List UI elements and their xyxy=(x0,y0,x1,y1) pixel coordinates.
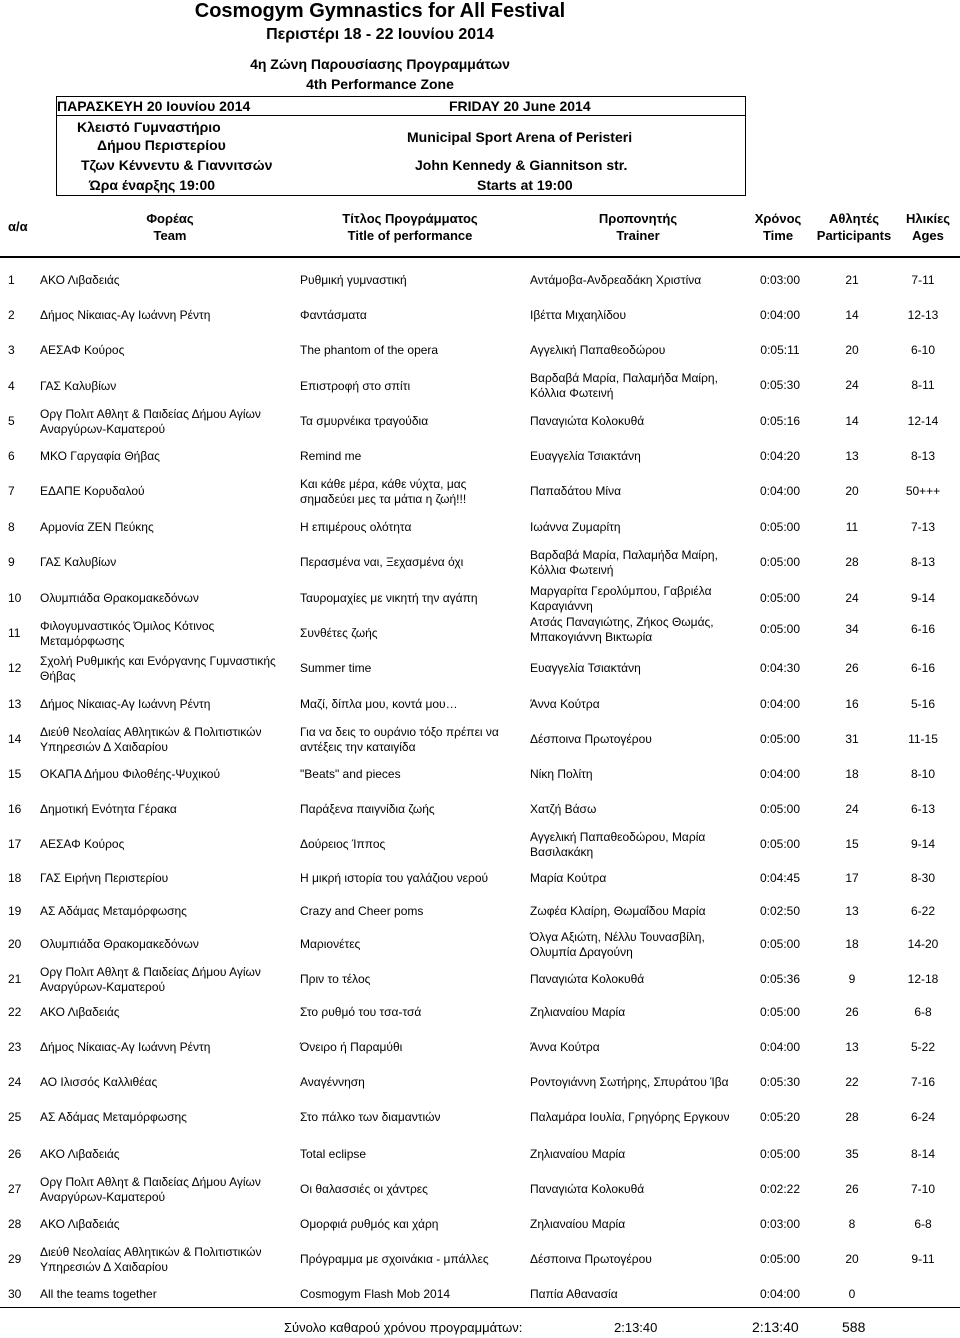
col-ages xyxy=(898,210,958,244)
row-time: 0:05:36 xyxy=(759,972,801,986)
row-ages: 8-10 xyxy=(910,767,936,781)
row-title: Total eclipse xyxy=(300,1147,367,1161)
row-ages: 50+++ xyxy=(905,484,941,498)
total-time-net: 2:13:40 xyxy=(614,1320,658,1335)
row-title: Cosmogym Flash Mob 2014 xyxy=(300,1287,451,1301)
row-title: Ταυρομαχίες με νικητή την αγάπη xyxy=(300,591,478,605)
row-trainer: Αγγελική Παπαθεοδώρου xyxy=(530,343,666,357)
zone-title-english: 4th Performance Zone xyxy=(306,76,454,92)
row-trainer: Ζηλιαναίου Μαρία xyxy=(530,1217,626,1231)
row-time: 0:05:00 xyxy=(759,555,801,569)
row-team: ΑΣ Αδάμας Μεταμόρφωσης xyxy=(40,904,187,918)
row-participants: 16 xyxy=(845,697,859,711)
row-title: Και κάθε μέρα, κάθε νύχτα, μας σημαδεύει μες τα μάτια η ζωή!!! xyxy=(300,476,467,506)
address-english: John Kennedy & Giannitson str. xyxy=(415,157,628,173)
row-ages: 9-11 xyxy=(911,1252,935,1266)
row-trainer: Ζωφέα Κλαίρη, Θωμαΐδου Μαρία xyxy=(530,904,706,918)
row-title: Ομορφιά ρυθμός και χάρη xyxy=(300,1217,439,1231)
table-row xyxy=(0,1100,960,1135)
table-row xyxy=(0,1065,960,1100)
row-ages: 7-13 xyxy=(910,520,936,534)
start-time-greek: Ώρα έναρξης 19:00 xyxy=(89,177,216,193)
row-ages: 5-16 xyxy=(910,697,936,711)
row-time: 0:04:00 xyxy=(759,697,801,711)
start-time-english: Starts at 19:00 xyxy=(477,177,573,193)
row-trainer: Ζηλιαναίου Μαρία xyxy=(530,1147,626,1161)
row-trainer: Όλγα Αξιώτη, Νέλλυ Τουνασβίλη, Ολυμπία Δραγούνη xyxy=(530,929,705,959)
row-team: Δημοτική Ενότητα Γέρακα xyxy=(40,802,177,816)
row-trainer: Παπαδάτου Μίνα xyxy=(530,484,622,498)
col-trainer xyxy=(588,210,688,244)
table-row xyxy=(0,827,960,862)
row-title: "Beats" and pieces xyxy=(300,767,401,781)
row-ages xyxy=(888,1277,958,1312)
row-team: Σχολή Ρυθμικής και Ενόργανης Γυμναστικής Θήβας xyxy=(40,653,276,683)
row-ages: 8-14 xyxy=(910,1147,936,1161)
row-title: Στο ρυθμό του τσα-τσά xyxy=(300,1005,422,1019)
row-number: 25 xyxy=(8,1110,22,1124)
table-row xyxy=(0,1030,960,1065)
row-participants: 8 xyxy=(848,1217,856,1231)
venue-english: Municipal Sport Arena of Peristeri xyxy=(407,129,633,145)
row-trainer: Βαρδαβά Μαρία, Παλαμήδα Μαίρη, Κόλλια Φωτεινή xyxy=(530,547,718,577)
row-number: 2 xyxy=(8,308,15,322)
table-row xyxy=(0,995,960,1030)
row-time: 0:05:00 xyxy=(759,937,801,951)
row-title: Η επιμέρους ολότητα xyxy=(300,520,412,534)
row-time: 0:05:20 xyxy=(759,1110,801,1124)
row-ages: 7-16 xyxy=(910,1075,936,1089)
col-trainer-en: Trainer xyxy=(616,228,660,243)
row-title: Μαριονέτες xyxy=(300,937,361,951)
merged-trainer-4-5: Βαρδαβά Μαρία, Παλαμήδα Μαίρη, Κόλλια Φωτεινή xyxy=(530,370,718,400)
row-ages: 6-10 xyxy=(910,343,936,357)
row-participants: 13 xyxy=(845,449,859,463)
row-participants: 14 xyxy=(845,414,859,428)
table-row xyxy=(0,545,960,580)
merged-part-4-5: 24 xyxy=(845,378,859,392)
row-participants: 35 xyxy=(845,1147,859,1161)
row-time: 0:04:30 xyxy=(759,661,801,675)
table-row xyxy=(0,474,960,509)
row-participants: 26 xyxy=(845,661,859,675)
info-divider xyxy=(57,115,745,116)
row-team: ΑΟ Ιλισσός Καλλιθέας xyxy=(40,1075,158,1089)
row-team: Φιλογυμναστικός Όμιλος Κότινος Μεταμόρφωσης xyxy=(40,618,215,648)
row-participants: 18 xyxy=(845,937,859,951)
row-number: 3 xyxy=(8,343,15,357)
row-ages: 9-14 xyxy=(910,837,936,851)
row-title: Όνειρο ή Παραμύθι xyxy=(300,1040,403,1054)
row-title: Περασμένα ναι, Ξεχασμένα όχι xyxy=(300,555,464,569)
row-team: Δήμος Νίκαιας-Αγ Ιωάννη Ρέντη xyxy=(40,308,211,322)
row-time: 0:05:00 xyxy=(759,732,801,746)
row-participants: 17 xyxy=(845,871,859,885)
total-participants: 588 xyxy=(842,1319,866,1335)
total-time: 2:13:40 xyxy=(752,1319,799,1335)
row-participants: 28 xyxy=(845,1110,859,1124)
row-time: 0:04:00 xyxy=(759,1040,801,1054)
row-number: 5 xyxy=(8,414,15,428)
row-time: 0:04:20 xyxy=(759,449,801,463)
col-participants xyxy=(814,210,894,244)
event-info-box xyxy=(56,96,746,196)
row-trainer: Ζηλιαναίου Μαρία xyxy=(530,1005,626,1019)
row-number: 11 xyxy=(8,626,21,640)
row-team: ΑΚΟ Λιβαδειάς xyxy=(40,1005,120,1019)
row-number: 16 xyxy=(8,802,22,816)
row-team: Δήμος Νίκαιας-Αγ Ιωάννη Ρέντη xyxy=(40,1040,211,1054)
row-trainer: Χατζή Βάσω xyxy=(530,802,597,816)
row-participants: 24 xyxy=(845,591,859,605)
row-trainer: Άννα Κούτρα xyxy=(530,697,600,711)
row-team: Οργ Πολιτ Αθλητ & Παιδείας Δήμου Αγίων Αναργύρων-Καματερού xyxy=(40,1174,261,1204)
row-team: Ολυμπιάδα Θρακομακεδόνων xyxy=(40,937,199,951)
day-greek: ΠΑΡΑΣΚΕΥΗ 20 Ιουνίου 2014 xyxy=(57,98,251,114)
table-row xyxy=(0,263,960,298)
col-team xyxy=(120,210,220,244)
row-trainer: Παναγιώτα Κολοκυθά xyxy=(530,1182,645,1196)
row-title: Φαντάσματα xyxy=(300,308,367,322)
row-number: 29 xyxy=(8,1252,22,1266)
table-row xyxy=(0,1242,960,1277)
row-number: 19 xyxy=(8,904,22,918)
row-trainer: Ροντογιάννη Σωτήρης, Σπυράτου Ίβα xyxy=(530,1075,729,1089)
row-participants: 20 xyxy=(845,484,859,498)
row-trainer: Ευαγγελία Τσιακτάνη xyxy=(530,449,641,463)
row-number: 27 xyxy=(8,1182,22,1196)
row-divider xyxy=(0,257,960,258)
row-title: Συνθέτες ζωής xyxy=(300,626,378,640)
row-time: 0:04:00 xyxy=(759,1287,801,1301)
merged-ages-4-5: 8-11 xyxy=(911,378,935,392)
row-participants: 26 xyxy=(845,1182,859,1196)
row-team: ΑΚΟ Λιβαδειάς xyxy=(40,1147,120,1161)
row-participants: 21 xyxy=(845,273,859,287)
row-ages: 12-13 xyxy=(907,308,939,322)
table-row xyxy=(0,894,960,929)
row-time: 0:03:00 xyxy=(759,1217,801,1231)
row-team: ΓΑΣ Καλυβίων xyxy=(40,555,117,569)
row-time: 0:05:00 xyxy=(759,1147,801,1161)
row-ages: 9-14 xyxy=(910,591,936,605)
row-number: 24 xyxy=(8,1075,22,1089)
row-team: Οργ Πολιτ Αθλητ & Παιδείας Δήμου Αγίων Αναργύρων-Καματερού xyxy=(40,964,261,994)
row-ages: 6-16 xyxy=(910,661,936,675)
row-team: All the teams together xyxy=(40,1287,157,1301)
table-row xyxy=(0,722,960,757)
address-greek: Τζων Κέννεντυ & Γιαννιτσών xyxy=(81,157,273,173)
row-participants: 20 xyxy=(845,1252,859,1266)
row-number: 4 xyxy=(8,379,15,393)
row-participants: 28 xyxy=(845,555,859,569)
row-number: 26 xyxy=(8,1147,22,1161)
table-row xyxy=(0,1137,960,1172)
row-participants: 9 xyxy=(848,972,856,986)
row-title: Remind me xyxy=(300,449,362,463)
row-title: Δούρειος Ίππος xyxy=(300,837,386,851)
table-row xyxy=(0,757,960,792)
row-team: ΜΚΟ Γαργαφία Θήβας xyxy=(40,449,160,463)
table-row xyxy=(0,927,960,962)
row-time: 0:02:50 xyxy=(759,904,801,918)
table-row xyxy=(0,581,960,616)
row-participants: 14 xyxy=(845,308,859,322)
row-time: 0:05:00 xyxy=(759,591,801,605)
row-time: 0:05:30 xyxy=(759,1075,801,1089)
table-row xyxy=(0,792,960,827)
row-time: 0:05:00 xyxy=(759,837,801,851)
table-row xyxy=(0,962,960,997)
table-row xyxy=(0,298,960,333)
row-participants: 18 xyxy=(845,767,859,781)
row-participants: 13 xyxy=(845,904,859,918)
row-participants: 15 xyxy=(845,837,859,851)
row-team: ΓΑΣ Καλυβίων xyxy=(40,379,117,393)
row-number: 23 xyxy=(8,1040,22,1054)
row-team: ΑΣ Αδάμας Μεταμόρφωσης xyxy=(40,1110,187,1124)
row-title: Πριν το τέλος xyxy=(300,972,371,986)
row-participants: 11 xyxy=(845,520,859,534)
row-number: 18 xyxy=(8,871,22,885)
row-team: Δήμος Νίκαιας-Αγ Ιωάννη Ρέντη xyxy=(40,697,211,711)
merged-time-10-12: 0:05:00 xyxy=(759,622,801,636)
row-team: Διεύθ Νεολαίας Αθλητικών & Πολιτιστικών Υπηρεσιών Δ Χαιδαρίου xyxy=(40,724,262,754)
row-title: Η μικρή ιστορία του γαλάζιου νερού xyxy=(300,871,489,885)
table-row xyxy=(0,1207,960,1242)
row-participants: 26 xyxy=(845,1005,859,1019)
col-part-en: Participants xyxy=(816,228,892,243)
col-title xyxy=(330,210,490,244)
row-title: Ρυθμική γυμναστική xyxy=(300,273,407,287)
row-trainer: Αντάμοβα-Ανδρεαδάκη Χριστίνα xyxy=(530,273,702,287)
row-time: 0:05:11 xyxy=(760,343,800,357)
row-participants: 31 xyxy=(845,732,859,746)
venue-greek-line2: Δήμου Περιστερίου xyxy=(97,137,226,153)
row-number: 20 xyxy=(8,937,22,951)
table-row xyxy=(0,687,960,722)
row-time: 0:05:00 xyxy=(759,802,801,816)
table-row xyxy=(0,1277,960,1312)
row-trainer: Παλαμάρα Ιουλία, Γρηγόρης Εργκουν xyxy=(530,1110,730,1124)
row-time: 0:02:22 xyxy=(759,1182,801,1196)
row-ages: 7-11 xyxy=(911,273,935,287)
row-number: 21 xyxy=(8,972,22,986)
merged-time-4-5: 0:05:30 xyxy=(759,378,801,392)
row-participants: 0 xyxy=(848,1287,856,1301)
row-ages: 6-8 xyxy=(914,1005,932,1019)
row-trainer: Ιβέττα Μιχαηλίδου xyxy=(530,308,626,322)
merged-ages-10-12: 6-16 xyxy=(910,622,936,636)
row-ages: 12-18 xyxy=(907,972,939,986)
row-title: Crazy and Cheer poms xyxy=(300,904,424,918)
col-trainer-gr: Προπονητής xyxy=(598,211,678,226)
row-title: Για να δεις το ουράνιο τόξο πρέπει να αντέξεις την καταιγίδα xyxy=(300,724,499,754)
row-number: 7 xyxy=(8,484,15,498)
merged-part-10-12: 34 xyxy=(845,622,859,636)
row-trainer: Παπία Αθανασία xyxy=(530,1287,618,1301)
row-ages: 14-20 xyxy=(907,937,939,951)
row-trainer: Παναγιώτα Κολοκυθά xyxy=(530,414,645,428)
row-ages: 6-13 xyxy=(910,802,936,816)
row-time: 0:05:16 xyxy=(759,414,801,428)
row-participants: 13 xyxy=(845,1040,859,1054)
row-time: 0:05:00 xyxy=(759,520,801,534)
row-time: 0:04:00 xyxy=(759,767,801,781)
col-title-gr: Τίτλος Προγράμματος xyxy=(342,211,478,226)
row-ages: 8-13 xyxy=(910,555,936,569)
row-team: Διεύθ Νεολαίας Αθλητικών & Πολιτιστικών Υπηρεσιών Δ Χαιδαρίου xyxy=(40,1244,262,1274)
row-ages: 6-8 xyxy=(914,1217,932,1231)
row-title: Τα σμυρνέικα τραγούδια xyxy=(300,414,429,428)
table-row xyxy=(0,651,960,686)
row-participants: 22 xyxy=(845,1075,859,1089)
row-team: ΟΚΑΠΑ Δήμου Φιλοθέης-Ψυχικού xyxy=(40,767,221,781)
row-trainer: Νίκη Πολίτη xyxy=(530,767,593,781)
row-participants: 24 xyxy=(845,802,859,816)
row-number: 13 xyxy=(8,697,22,711)
table-row xyxy=(0,1172,960,1207)
row-title: Επιστροφή στο σπίτι xyxy=(300,379,411,393)
festival-title: Cosmogym Gymnastics for All Festival xyxy=(194,0,566,22)
row-number: 8 xyxy=(8,520,15,534)
merged-row-4 xyxy=(0,368,960,403)
row-number: 9 xyxy=(8,555,15,569)
row-trainer: Δέσποινα Πρωτογέρου xyxy=(530,1252,652,1266)
row-title: Οι θαλασσιές οι χάντρες xyxy=(300,1182,428,1196)
total-label: Σύνολο καθαρού χρόνου προγραμμάτων: xyxy=(284,1320,523,1335)
row-number: 12 xyxy=(8,661,22,675)
row-time: 0:03:00 xyxy=(759,273,801,287)
row-trainer: Ιωάννα Ζυμαρίτη xyxy=(530,520,621,534)
row-team: Ολυμπιάδα Θρακομακεδόνων xyxy=(40,591,199,605)
row-team: ΑΚΟ Λιβαδειάς xyxy=(40,273,120,287)
row-ages: 12-14 xyxy=(907,414,939,428)
row-number: 14 xyxy=(8,732,22,746)
day-english: FRIDAY 20 June 2014 xyxy=(449,98,591,114)
row-trainer: Μαργαρίτα Γερολύμπου, Γαβριέλα Καραγιάννη xyxy=(530,583,712,613)
row-team: ΑΕΣΑΦ Κούρος xyxy=(40,343,125,357)
festival-subtitle: Περιστέρι 18 - 22 Ιουνίου 2014 xyxy=(266,26,494,43)
row-title: Summer time xyxy=(300,661,372,675)
col-team-en: Team xyxy=(153,228,187,243)
row-number: 1 xyxy=(8,273,15,287)
row-number: 30 xyxy=(8,1287,22,1301)
row-team: Αρμονία ΖΕΝ Πεύκης xyxy=(40,520,154,534)
col-ages-gr: Ηλικίες xyxy=(905,211,951,226)
col-time xyxy=(748,210,808,244)
row-trainer: Ευαγγελία Τσιακτάνη xyxy=(530,661,641,675)
row-ages: 11-15 xyxy=(908,732,938,746)
col-part-gr: Αθλητές xyxy=(828,211,879,226)
row-title: Μαζί, δίπλα μου, κοντά μου… xyxy=(300,697,458,711)
row-number: 17 xyxy=(8,837,22,851)
row-time: 0:05:00 xyxy=(759,1005,801,1019)
row-title: The phantom of the opera xyxy=(300,343,439,357)
table-row xyxy=(0,333,960,368)
row-ages: 7-10 xyxy=(910,1182,936,1196)
row-trainer: Άννα Κούτρα xyxy=(530,1040,600,1054)
row-number: 28 xyxy=(8,1217,22,1231)
row-ages: 8-13 xyxy=(910,449,936,463)
row-time: 0:04:00 xyxy=(759,308,801,322)
row-ages: 8-30 xyxy=(910,871,936,885)
col-ages-en: Ages xyxy=(912,228,944,243)
table-row xyxy=(0,404,960,439)
row-time: 0:05:00 xyxy=(759,1252,801,1266)
row-team: ΕΔΑΠΕ Κορυδαλού xyxy=(40,484,145,498)
table-row xyxy=(0,510,960,545)
row-trainer: Μαρία Κούτρα xyxy=(530,871,607,885)
col-time-en: Time xyxy=(762,228,794,243)
program-table xyxy=(0,256,960,1308)
table-row xyxy=(0,439,960,474)
row-number: 10 xyxy=(8,591,22,605)
row-title: Παράξενα παιγνίδια ζωής xyxy=(300,802,435,816)
venue-greek-line1: Κλειστό Γυμναστήριο xyxy=(77,119,221,135)
row-title: Στο πάλκο των διαμαντιών xyxy=(300,1110,441,1124)
table-row xyxy=(0,861,960,896)
row-title: Αναγέννηση xyxy=(300,1075,365,1089)
row-trainer: Δέσποινα Πρωτογέρου xyxy=(530,732,652,746)
row-number: 22 xyxy=(8,1005,22,1019)
row-team: ΑΕΣΑΦ Κούρος xyxy=(40,837,125,851)
row-time: 0:04:45 xyxy=(759,871,801,885)
row-trainer: Παναγιώτα Κολοκυθά xyxy=(530,972,645,986)
zone-title-greek: 4η Ζώνη Παρουσίασης Προγραμμάτων xyxy=(250,56,510,72)
col-team-gr: Φορέας xyxy=(146,211,194,226)
row-team: Οργ Πολιτ Αθλητ & Παιδείας Δήμου Αγίων Αναργύρων-Καματερού xyxy=(40,406,261,436)
row-team: ΑΚΟ Λιβαδειάς xyxy=(40,1217,120,1231)
row-participants: 20 xyxy=(845,343,859,357)
row-number: 6 xyxy=(8,449,15,463)
col-title-en: Title of performance xyxy=(347,228,473,243)
row-ages: 6-22 xyxy=(910,904,936,918)
row-number: 15 xyxy=(8,767,22,781)
merged-trainer-11: Ατσάς Παναγιώτης, Ζήκος Θωμάς, Μπακογιάννη Βικτωρία xyxy=(530,614,714,644)
row-time: 0:04:00 xyxy=(759,484,801,498)
row-trainer: Αγγελική Παπαθεοδώρου, Μαρία Βασιλακάκη xyxy=(530,829,706,859)
row-title: Πρόγραμμα με σχοινάκια - μπάλλες xyxy=(300,1252,489,1266)
col-time-gr: Χρόνος xyxy=(754,211,802,226)
col-num: α/α xyxy=(8,219,28,234)
row-ages: 5-22 xyxy=(910,1040,936,1054)
row-ages: 6-24 xyxy=(910,1110,936,1124)
row-team: ΓΑΣ Ειρήνη Περιστερίου xyxy=(40,871,169,885)
merged-row-11 xyxy=(0,612,960,647)
